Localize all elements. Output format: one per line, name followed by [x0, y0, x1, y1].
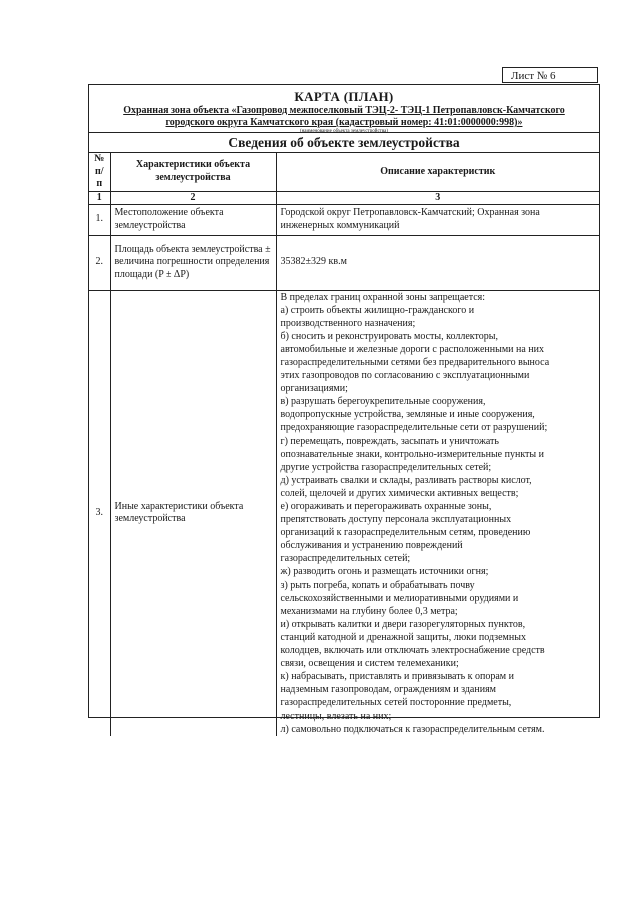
- prohibition-line: этих газопроводов по согласованию с эксплуатационными: [280, 370, 530, 382]
- document-title: КАРТА (ПЛАН): [294, 89, 394, 104]
- object-name-line: городского округа Камчатского края (кадастровый номер: 41:01:0000000:998)»: [165, 117, 523, 128]
- row-number: 1.: [89, 204, 110, 235]
- object-name-line: Охранная зона объекта «Газопровод межпоселковый ТЭЦ-2- ТЭЦ-1 Петропавловск-Камчатского: [123, 105, 565, 116]
- table-header-row: [89, 153, 599, 191]
- object-name: [89, 105, 599, 129]
- prohibition-line: солей, щелочей и других химически активных веществ;: [280, 487, 519, 499]
- row-characteristic: Иные характеристики объекта землеустройства: [110, 290, 276, 736]
- index-cell: 2: [110, 191, 276, 204]
- row-characteristic: Площадь объекта землеустройства ± величина погрешности определения площади (P ± ΔP): [110, 235, 276, 290]
- prohibition-line: в) разрушать берегоукрепительные сооружения,: [280, 396, 486, 408]
- prohibition-line: газораспределительных сетей;: [280, 553, 411, 565]
- prohibition-line: водопропускные устройства, земляные и иные сооружения,: [280, 409, 535, 421]
- prohibition-line: обслуживания и устранению повреждений: [280, 540, 463, 552]
- index-cell: 3: [276, 191, 599, 204]
- prohibition-line: надземным газопроводам, ограждениям и зданиям: [280, 684, 497, 696]
- prohibition-line: е) огораживать и перегораживать охранные зоны,: [280, 501, 492, 512]
- object-name-caption: (наименование объекта землеустройства): [299, 129, 389, 134]
- document-header: [89, 85, 599, 133]
- characteristics-table: [89, 153, 599, 736]
- row-number: 2.: [89, 235, 110, 290]
- prohibition-line: связи, освещения и систем телемеханики;: [280, 658, 459, 670]
- prohibition-line: лестницы, влезать на них;: [280, 710, 392, 722]
- row-characteristic: Местоположение объекта землеустройства: [110, 204, 276, 235]
- row-description: 35382±329 кв.м: [276, 235, 599, 290]
- prohibition-line: газораспределительными сетями без предварительного выноса: [280, 356, 550, 368]
- prohibition-line: организаций к газораспределительным сетям, проведению: [280, 527, 531, 539]
- prohibition-line: автомобильные и железные дороги с расположенными на них: [280, 343, 544, 355]
- table-row: [89, 290, 599, 736]
- prohibition-line: к) набрасывать, приставлять и привязывать к опорам и: [280, 671, 514, 683]
- row-number: 3.: [89, 290, 110, 736]
- prohibition-line: з) рыть погреба, копать и обрабатывать почву: [280, 579, 475, 591]
- prohibition-line: и) открывать калитки и двери газорегуляторных пунктов,: [280, 618, 526, 630]
- header-description: Описание характеристик: [276, 153, 599, 191]
- prohibition-line: сельскохозяйственными и мелиоративными орудиями и: [280, 592, 519, 604]
- prohibition-line: газораспределительных сетей посторонние предметы,: [280, 697, 512, 709]
- section-title: Сведения об объекте землеустройства: [89, 133, 599, 153]
- prohibition-line: колодцев, включать или отключать электроснабжение средств: [280, 645, 545, 657]
- prohibition-line: л) самовольно подключаться к газораспределительным сетям.: [280, 723, 545, 735]
- prohibition-line: г) перемещать, повреждать, засыпать и уничтожать: [280, 435, 499, 447]
- prohibition-line: другие устройства газораспределительных сетей;: [280, 461, 492, 473]
- row-description: Городской округ Петропавловск-Камчатский; Охранная зона инженерных коммуникаций: [276, 204, 599, 235]
- header-characteristic: Характеристики объекта землеустройства: [110, 153, 276, 191]
- document-frame: [88, 84, 600, 735]
- table-row: [89, 235, 599, 290]
- row-description-list: [276, 290, 599, 736]
- prohibition-line: а) строить объекты жилищно-гражданского и: [280, 304, 475, 316]
- prohibition-line: б) сносить и реконструировать мосты, коллекторы,: [280, 330, 498, 342]
- table-index-row: [89, 191, 599, 204]
- prohibition-line: опознавательные знаки, контрольно-измерительные пункты и: [280, 448, 544, 460]
- sheet-number-label: Лист № 6: [502, 67, 598, 83]
- index-cell: 1: [89, 191, 110, 204]
- prohibition-line: препятствовать доступу персонала эксплуатационных: [280, 514, 512, 526]
- prohibition-line: д) устраивать свалки и склады, разливать растворы кислот,: [280, 474, 532, 486]
- prohibition-line: В пределах границ охранной зоны запрещается:: [280, 291, 486, 303]
- prohibition-line: предохраняющие газораспределительные сети от разрушений;: [280, 422, 548, 434]
- prohibition-line: организациями;: [280, 383, 348, 395]
- header-number: № п/п: [89, 153, 110, 191]
- prohibition-line: механизмами на глубину более 0,3 метра;: [280, 605, 458, 617]
- prohibition-line: ж) разводить огонь и размещать источники огня;: [280, 566, 489, 578]
- prohibition-line: производственного назначения;: [280, 317, 416, 329]
- prohibition-line: станций катодной и дренажной защиты, люки подземных: [280, 631, 526, 643]
- table-row: [89, 204, 599, 235]
